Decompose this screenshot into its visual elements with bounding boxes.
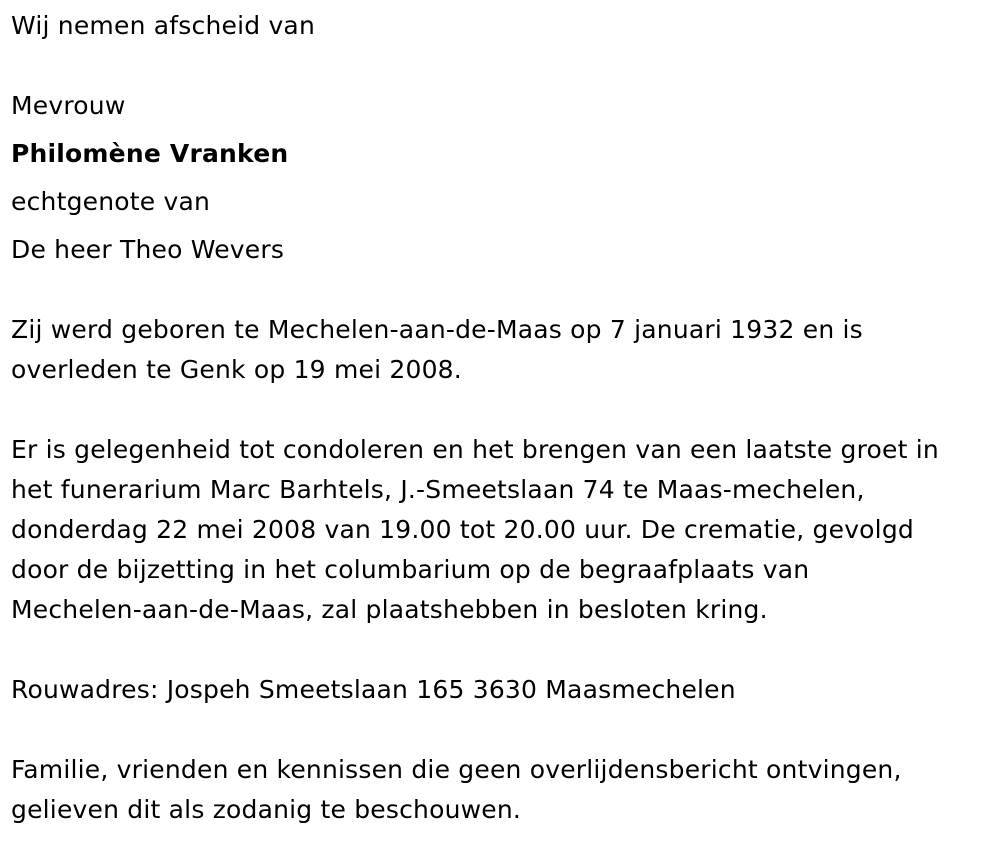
- intro-line: Wij nemen afscheid van: [11, 11, 315, 40]
- closing-line: Familie, vrienden en kennissen die geen overlijdensbericht ontvingen,: [11, 755, 902, 784]
- closing-line: gelieven dit als zodanig te beschouwen.: [11, 795, 522, 824]
- spouse-line: De heer Theo Wevers: [11, 235, 285, 264]
- birth-death-line: Zij werd geboren te Mechelen-aan-de-Maas op 7 januari 1932 en is: [11, 315, 863, 344]
- condolences-line: het funerarium Marc Barhtels, J.-Smeetslaan 74 te Maas-mechelen,: [11, 475, 865, 504]
- condolences-line: Mechelen-aan-de-Maas, zal plaatshebben in besloten kring.: [11, 595, 768, 624]
- condolences-line: Er is gelegenheid tot condoleren en het brengen van een laatste groet in: [11, 435, 939, 464]
- condolences-line: door de bijzetting in het columbarium op de begraafplaats van: [11, 555, 810, 584]
- address-line: Rouwadres: Jospeh Smeetslaan 165 3630 Maasmechelen: [11, 675, 736, 704]
- condolences-line: donderdag 22 mei 2008 van 19.00 tot 20.00 uur. De crematie, gevolgd: [11, 515, 914, 544]
- relation-line: echtgenote van: [11, 187, 211, 216]
- title-line: Mevrouw: [11, 91, 126, 120]
- birth-death-line: overleden te Genk op 19 mei 2008.: [11, 355, 462, 384]
- deceased-name: Philomène Vranken: [11, 139, 289, 168]
